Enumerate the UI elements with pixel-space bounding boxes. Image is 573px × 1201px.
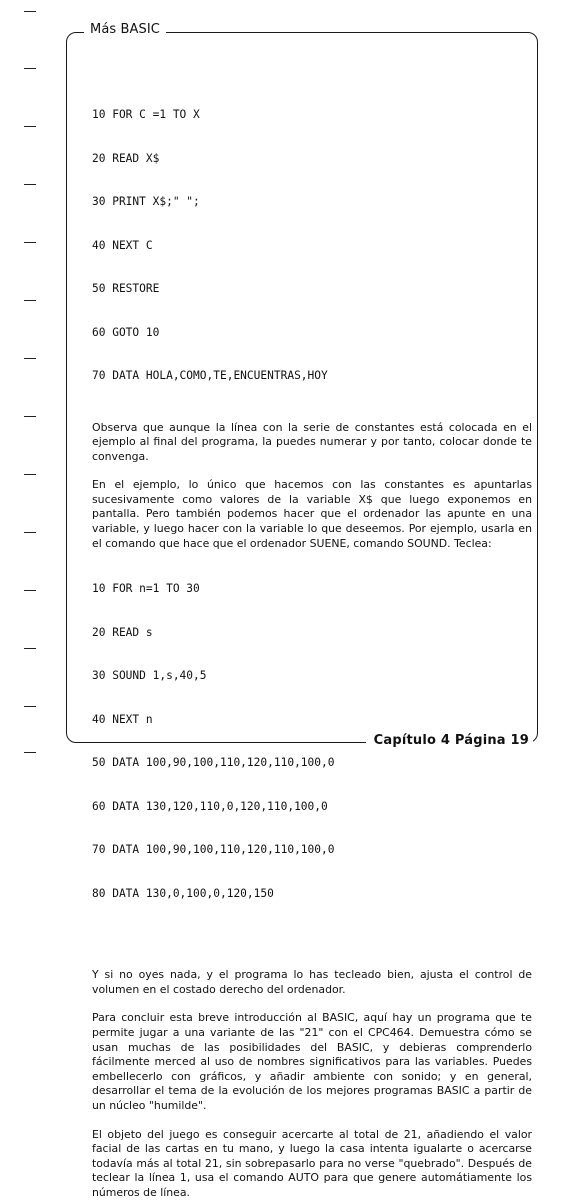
code-line: 30 PRINT X$;" "; [92,195,200,208]
paragraph-4: Para concluir esta breve introducción al BASIC, aquí hay un programa que te permite jugar a una variante de las "21" con el CPC464. Demuestra cómo se usan muchas de las posibilidades del BASIC, y debieras comprenderlo fácilmente merced al uso de nombres significativos para las variables. Puedes embellecerlo con gráficos, y añadir ambiente con sonido; y en general, desarrollar el tema de la evolución de los mejores programas BASIC a partir de un núcleo "humilde". [92,1011,532,1112]
code-line: 70 DATA 100,90,100,110,120,110,100,0 [92,843,335,857]
margin-tick [24,11,36,12]
margin-tick [24,300,36,301]
code-line: 20 READ s [92,625,153,639]
code-line: 10 FOR C =1 TO X [92,108,200,121]
page-footer-label: Capítulo 4 Página 19 [366,733,533,748]
margin-tick [24,242,36,243]
code-line: 50 RESTORE [92,282,160,295]
margin-tick [24,474,36,475]
page-content [92,79,532,1201]
margin-ticks [0,0,40,776]
margin-tick [24,706,36,707]
code-line: 50 DATA 100,90,100,110,120,110,100,0 [92,756,335,770]
code-line: 80 DATA 130,0,100,0,120,150 [92,886,274,900]
code-line: 70 DATA HOLA,COMO,TE,ENCUENTRAS,HOY [92,369,328,382]
margin-tick [24,358,36,359]
paragraph-5: El objeto del juego es conseguir acercarte al total de 21, añadiendo el valor facial de las cartas en tu mano, y luego la casa intenta igualarte o acercarse todavía más al total 21, sin sobrepasarlo para no verse "quebrado". Después de teclear la línea 1, usa el comando AUTO para que genere automátiamente los números de línea. [92,1127,532,1199]
code-line: 10 FOR n=1 TO 30 [92,582,200,596]
paragraph-3: Y si no oyes nada, y el programa lo has tecleado bien, ajusta el control de volumen en el costado derecho del ordenador. [92,968,532,996]
code-line: 30 SOUND 1,s,40,5 [92,669,207,683]
margin-tick [24,752,36,753]
margin-tick [24,648,36,649]
code-line: 60 GOTO 10 [92,325,160,339]
margin-tick [24,68,36,69]
code-line: 40 NEXT C [92,238,153,252]
margin-tick [24,184,36,185]
code-block-1 [92,79,532,413]
margin-tick [24,126,36,127]
code-line: 60 DATA 130,120,110,0,120,110,100,0 [92,799,328,813]
code-line: 40 NEXT n [92,712,153,726]
margin-tick [24,590,36,591]
page-header-title: Más BASIC [84,22,166,37]
margin-tick [24,416,36,417]
paragraph-2: En el ejemplo, lo único que hacemos con las constantes es apuntarlas sucesivamente como valores de la variable X$ que luego exponemos en pantalla. Pero también podemos hacer que el ordenador las apunte en una variable, y luego hacer con la variable lo que deseemos. Por ejemplo, usarla en el comando que hace que el ordenador SUENE, comando SOUND. Teclea: [92,478,532,550]
code-line: 20 READ X$ [92,151,160,165]
margin-tick [24,532,36,533]
paragraph-1: Observa que aunque la línea con la serie de constantes está colocada en el ejemplo al final del programa, la puedes numerar y por tanto, colocar donde te convenga. [92,420,532,463]
